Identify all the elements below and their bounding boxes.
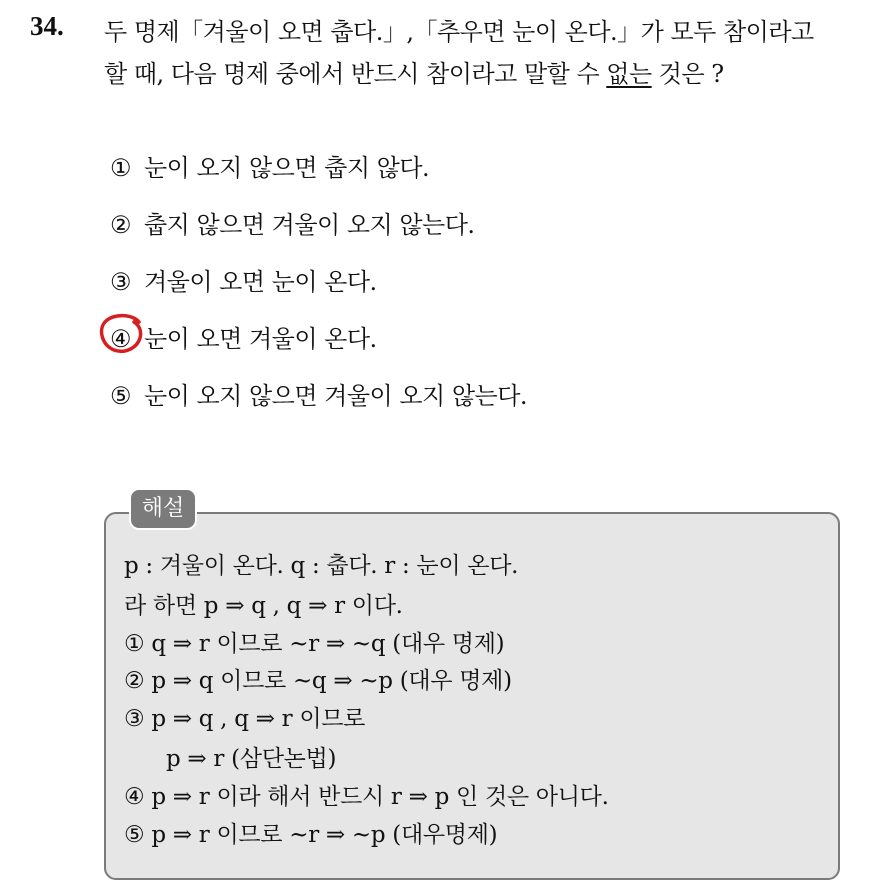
solution-line-2: 라 하면 p ⇒ q , q ⇒ r 이다. (124, 593, 403, 619)
answer-circle-mark (99, 312, 145, 354)
option-5-text: 눈이 오지 않으면 겨울이 오지 않는다. (144, 382, 528, 410)
solution-line-1: p : 겨울이 온다. q : 춥다. r : 눈이 온다. (124, 553, 519, 579)
option-4[interactable] (110, 319, 377, 354)
question-text-line2-start: 할 때, 다음 명제 중에서 반드시 참이라고 말할 수 (104, 60, 607, 88)
option-3-number: ③ (110, 268, 132, 296)
question-text-line2 (104, 54, 724, 89)
solution-line-6: p ⇒ r (삼단논법) (166, 746, 337, 772)
question-number: 34. (30, 11, 64, 41)
solution-line-3: ① q ⇒ r 이므로 ~r ⇒ ~q (대우 명제) (124, 631, 505, 657)
underlined-word: 없는 (606, 60, 652, 88)
option-3[interactable] (110, 262, 377, 297)
solution-line-7: ④ p ⇒ r 이라 해서 반드시 r ⇒ p 인 것은 아니다. (124, 784, 609, 810)
option-1-number: ① (110, 154, 132, 182)
option-5-number: ⑤ (110, 382, 132, 410)
option-4-number: ④ (110, 325, 132, 353)
option-4-text: 눈이 오면 겨울이 온다. (144, 325, 377, 353)
solution-tag: 해설 (129, 488, 197, 530)
solution-line-8: ⑤ p ⇒ r 이므로 ~r ⇒ ~p (대우명제) (124, 822, 498, 848)
option-5[interactable] (110, 376, 527, 411)
question-text-line1: 두 명제「겨울이 오면 춥다.」,「추우면 눈이 온다.」가 모두 참이라고 (104, 18, 814, 46)
question-text-line2-end: 것은 ? (651, 60, 724, 88)
option-2-text: 춥지 않으면 겨울이 오지 않는다. (144, 211, 475, 239)
option-3-text: 겨울이 오면 눈이 온다. (144, 268, 377, 296)
option-1[interactable] (110, 148, 429, 183)
option-2[interactable] (110, 205, 475, 240)
option-2-number: ② (110, 211, 132, 239)
solution-line-4: ② p ⇒ q 이므로 ~q ⇒ ~p (대우 명제) (124, 668, 512, 694)
option-1-text: 눈이 오지 않으면 춥지 않다. (144, 154, 430, 182)
solution-line-5: ③ p ⇒ q , q ⇒ r 이므로 (124, 706, 366, 732)
